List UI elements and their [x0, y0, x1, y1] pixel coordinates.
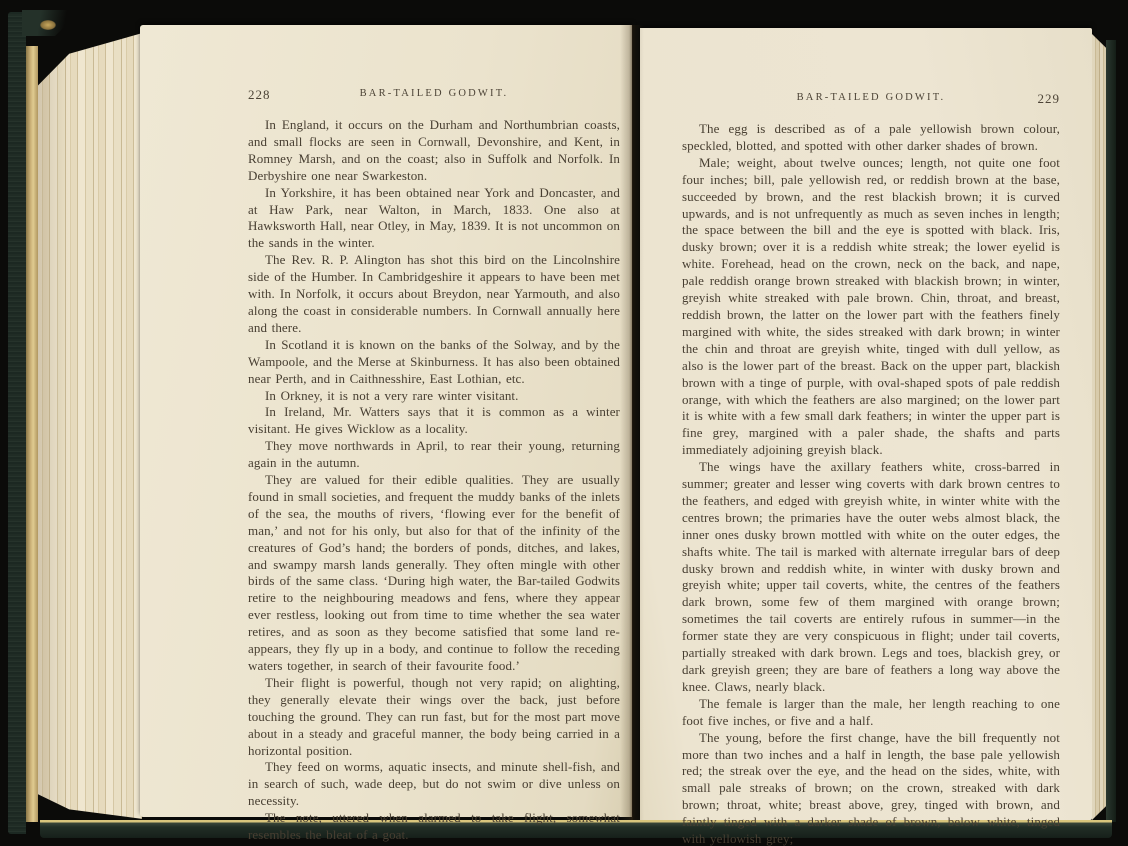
left-page-header [248, 88, 620, 106]
paragraph: The female is larger than the male, her length reaching to one foot five inches, or five and a half. [682, 695, 1060, 728]
gilt-corner-detail [40, 20, 56, 30]
right-page-header [682, 92, 1060, 110]
paragraph: In England, it occurs on the Durham and Northumbrian coasts, and small flocks are seen in Cornwall, Devonshire, and Kent, in Romney Marsh, and on the coast; also in Suffolk and Norfolk. In Derbyshire one near Swarkeston. [248, 117, 620, 183]
paragraph: Their flight is powerful, though not very rapid; on alighting, they generally elevate their wings over the back, just before touching the ground. They can run fast, but for the most part move about in a steady and graceful manner, the body being carried in a horizontal position. [248, 674, 620, 758]
paragraph: In Orkney, it is not a very rare winter visitant. [265, 387, 519, 403]
left-page-text [248, 88, 620, 844]
book-cover-left-edge [8, 12, 26, 834]
paragraph: In Ireland, Mr. Watters says that it is common as a winter visitant. He gives Wicklow as a locality. [248, 404, 620, 437]
book-gutter [620, 25, 644, 820]
paragraph: They feed on worms, aquatic insects, and minute shell-fish, and in search of such, wade deep, but do not swim or dive unless on necessity. [248, 759, 620, 809]
paragraph: In Yorkshire, it has been obtained near York and Doncaster, and at Haw Park, near Walton, in March, 1833. One also at Hawksworth Hall, near Otley, in May, 1839. It is not uncommon on the sands in the winter. [248, 184, 620, 251]
paragraph: They move northwards in April, to rear their young, returning again in the autumn. [248, 438, 620, 471]
left-running-head: BAR-TAILED GODWIT. [359, 88, 509, 99]
right-page-number: 229 [1037, 91, 1060, 106]
paragraph: The egg is described as of a pale yellowish brown colour, speckled, blotted, and spotted with other darker shades of brown. [682, 121, 1060, 153]
right-page-body [682, 121, 1060, 846]
right-running-head: BAR-TAILED GODWIT. [796, 92, 946, 103]
right-page-text [682, 92, 1060, 846]
left-page-body [248, 117, 620, 844]
paragraph: The young, before the first change, have the bill frequently not more than two inches and a half in length, the base pale yellowish red; the streak over the eye, and the head on the sides, white, with small pale streaks of brown; on the crown, streaked with dark brown; throat, white; breast above, grey, tinged with brown, and faintly tinged with a darker shade of brown, below white, tinged with yellowish grey; [682, 729, 1060, 846]
paragraph: Male; weight, about twelve ounces; length, not quite one foot four inches; bill, pale yellowish red, or reddish brown at the base, succeeded by brown, and the rest blackish brown; it is curved upwards, and is not unfrequently as much as seven inches in length; the space between the bill and the eye is spotted with black. Iris, dusky brown; over it is a reddish white streak; the lower eyelid is white. Forehead, head on the crown, neck on the back, and nape, pale reddish orange brown streaked with blackish brown; in winter, greyish white streaked with pale brown. Chin, throat, and breast, reddish brown, the latter on the lower part with the feathers finely margined with white, the sides streaked with dark brown; in winter the chin and throat are greyish white, tinged with dull yellow, as also is the lower part of the breast. Back on the upper part, blackish brown with a tinge of purple, with oval-shaped spots of pale reddish orange, with which the feathers are also margined; on the lower part it is white with a few small dark feathers; in winter the upper part is fine grey, margined with a paler shade, the shafts and parts immediately adjoining greyish black. [682, 154, 1060, 458]
paragraph: In Scotland it is known on the banks of the Solway, and by the Wampoole, and the Merse at Skinburness. It has also been obtained near Perth, and in Caithnesshire, East Lothian, etc. [248, 336, 620, 386]
left-page-edges-stack [38, 30, 142, 822]
paragraph: The note, uttered when alarmed to take flight, somewhat resembles the bleat of a goat. [248, 810, 620, 843]
gilt-page-edge [26, 46, 38, 822]
book-cover-right-edge [1106, 40, 1116, 822]
left-page-number: 228 [248, 87, 271, 102]
paragraph: The wings have the axillary feathers white, cross-barred in summer; greater and lesser wing coverts with dark brown centres to the feathers, and edged with greyish white, in winter white with the centres brown; the primaries have the outer webs almost black, the inner ones dusky brown mottled with white on the outer edges, the shafts white. The tail is marked with alternate irregular bars of deep dusky brown and reddish white, in winter with dusky brown and greyish white; upper tail coverts, white, the centres of the feathers dark brown, some few of them margined with orange brown; sometimes the tail coverts are entirely rufous in summer—in the former state they are very conspicuous in flight; under tail coverts, partially streaked with dark brown. Legs and toes, blackish grey, or dark greyish green; they are bare of feathers a long way above the knee. Claws, nearly black. [682, 459, 1060, 694]
paragraph: The Rev. R. P. Alington has shot this bird on the Lincolnshire side of the Humber. In Cambridgeshire it appears to have been met with. In Norfolk, it occurs about Breydon, near Yarmouth, and also along the coast in considerable numbers. In Cornwall annually here and there. [248, 252, 620, 335]
paragraph: They are valued for their edible qualities. They are usually found in small societies, and frequent the muddy banks of the inlets of the sea, the mouths of rivers, ‘flowing ever for the benefit of man,’ and not for his only, but also for that of the infinity of the creatures of God’s hand; the borders of ponds, ditches, and lakes, and swampy marsh lands generally. They often mingle with other birds of the same class. ‘During high water, the Bar-tailed Godwits retire to the neighbouring meadows and fens, where they appear ever restless, looking out from time to time whether the sea water retires, and as soon as they become satisfied that some land re-appears, they fly up in a body, and continue to follow the receding waters together, in search of their favourite food.’ [248, 472, 620, 673]
